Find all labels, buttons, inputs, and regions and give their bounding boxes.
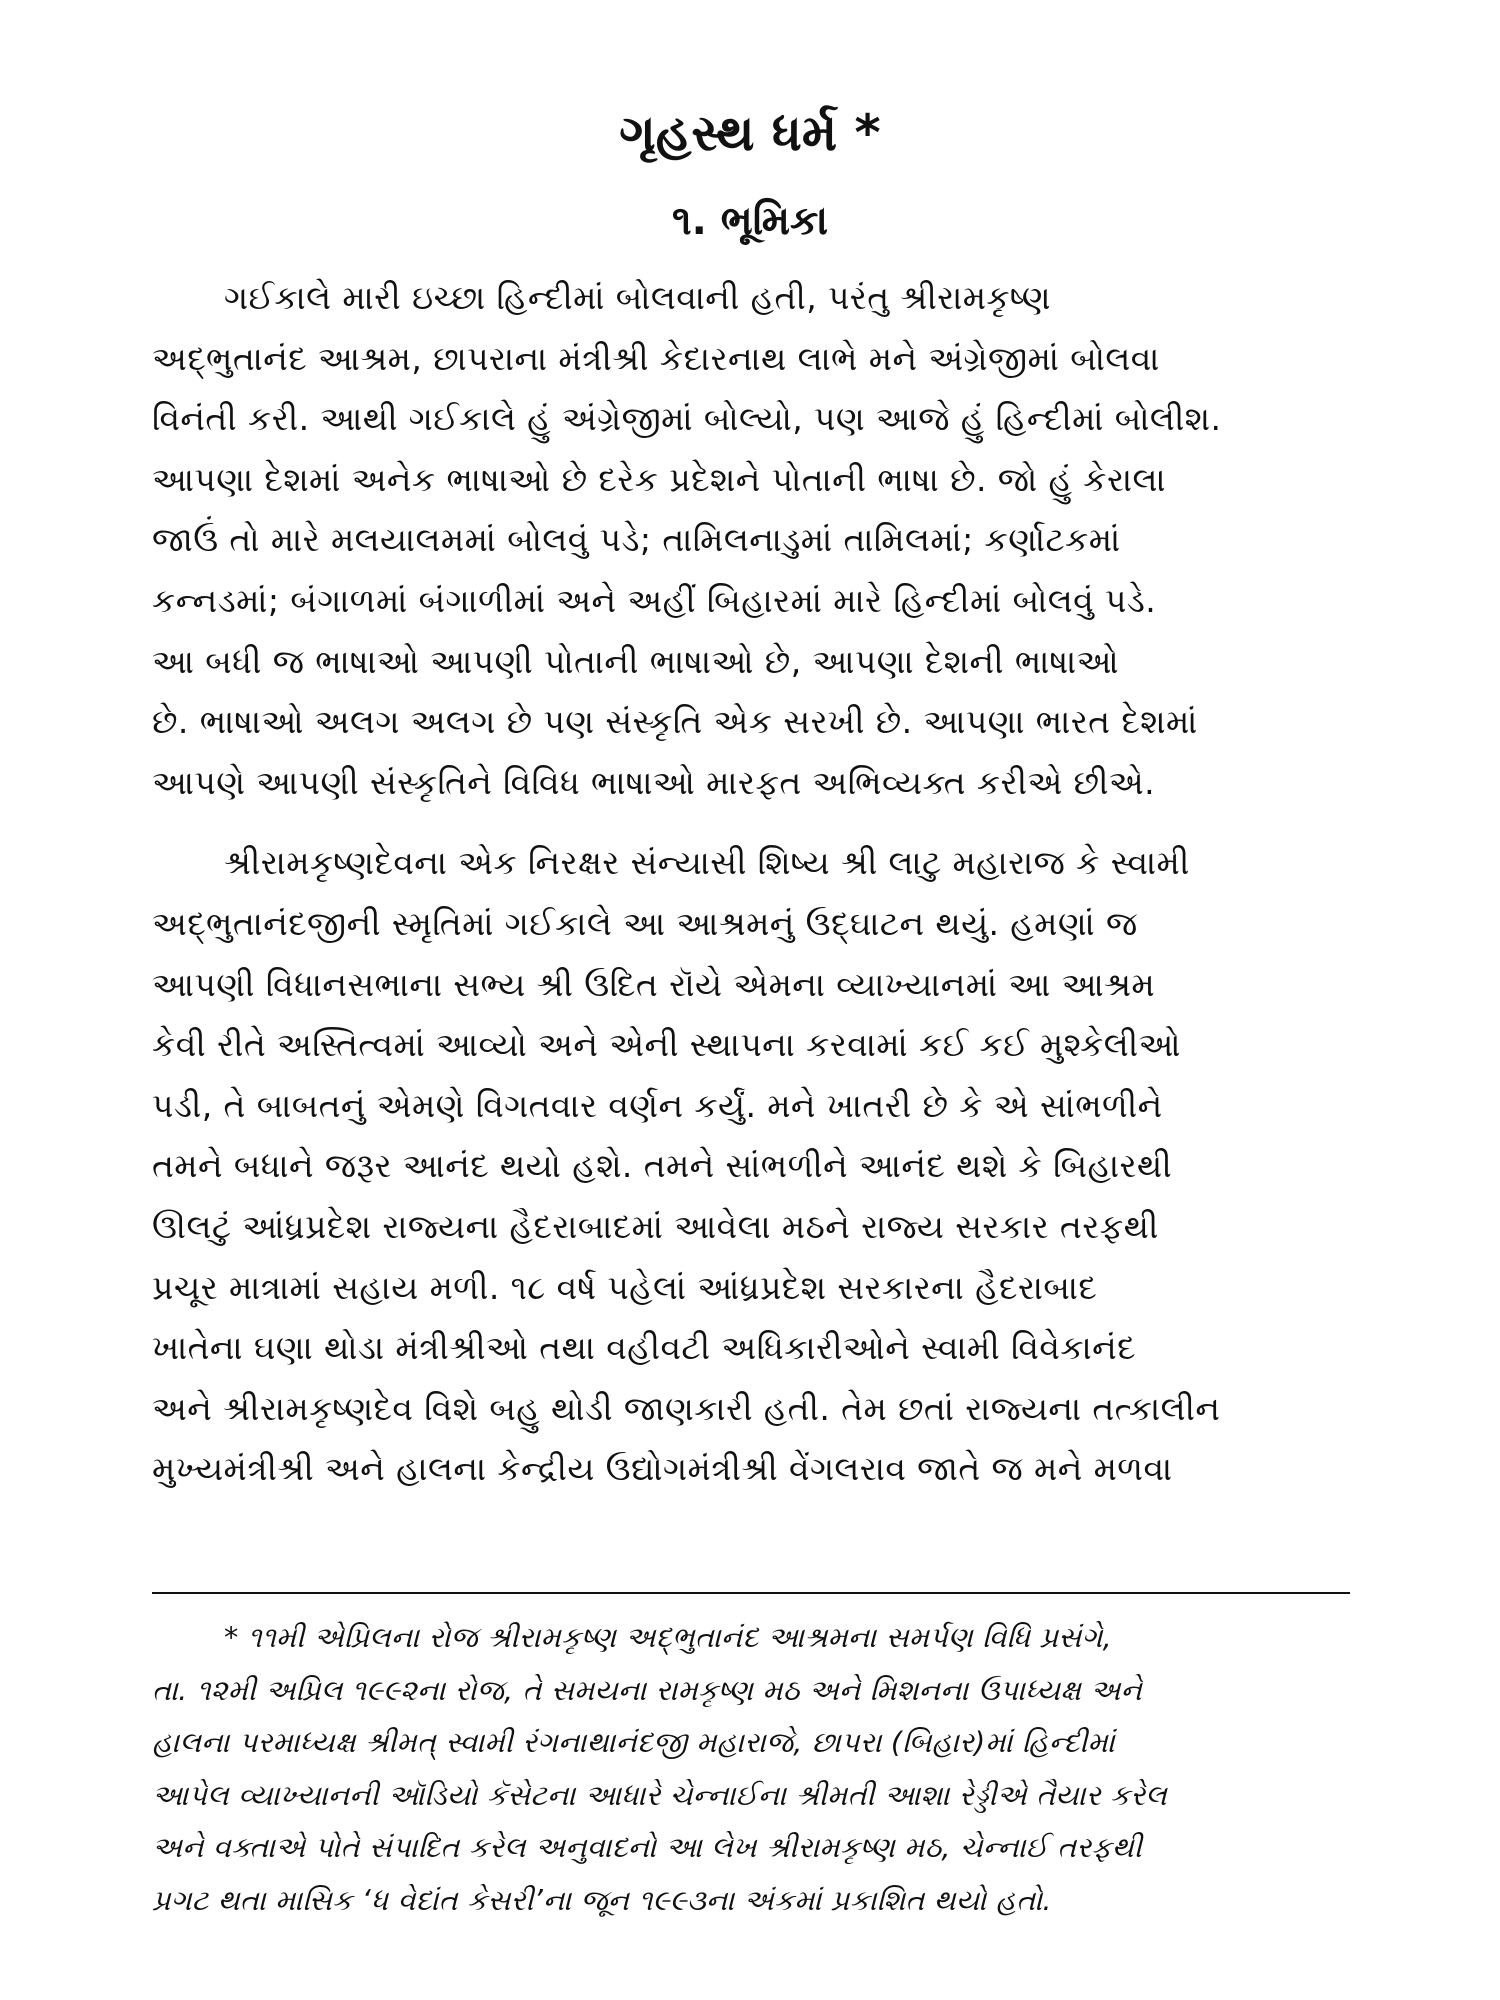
text-line: શ્રીરામકૃષ્ણદેવના એક નિરક્ષર સંન્યાસી શિષ્ય શ્રી લાટુ મહારાજ કે સ્વામી [224, 843, 1190, 883]
text-line: અદ્‌ભુતાનંદ આશ્રમ, છાપરાના મંત્રીશ્રી કેદારનાથ લાભે મને અંગ્રેજીમાં બોલવા [152, 338, 1160, 378]
text-line: અને શ્રીરામકૃષ્ણદેવ વિશે બહુ થોડી જાણકારી હતી. તેમ છતાં રાજ્યના તત્કાલીન [152, 1388, 1221, 1428]
text-line: કન્નડમાં; બંગાળમાં બંગાળીમાં અને અહીં બિહારમાં મારે હિન્દીમાં બોલવું પડે. [152, 580, 1157, 620]
paragraph-spacer [152, 813, 1352, 833]
body-text [152, 268, 1352, 1500]
text-line: છે. ભાષાઓ અલગ અલગ છે પણ સંસ્કૃતિ એક સરખી છે. આપણા ભારત દેશમાં [152, 702, 1198, 742]
section-heading: ૧. ભૂમિકા [671, 198, 829, 244]
text-line: આપણા દેશમાં અનેક ભાષાઓ છે દરેક પ્રદેશને પોતાની ભાષા છે. જો હું કેરાલા [152, 459, 1166, 499]
text-line: ગઈકાલે મારી ઇચ્છા હિન્દીમાં બોલવાની હતી, પરંતુ શ્રીરામકૃષ્ણ [224, 278, 1051, 317]
text-line: ઊલટું આંધ્રપ્રદેશ રાજ્યના હૈદરાબાદમાં આવેલા મઠને રાજ્ય સરકાર તરફથી [152, 1206, 1159, 1246]
text-line: પડી, તે બાબતનું એમણે વિગતવાર વર્ણન કર્યું. મને ખાતરી છે કે એ સાંભળીને [152, 1085, 1163, 1125]
paragraph-2 [152, 833, 1352, 1500]
text-line: આપણી વિધાનસભાના સભ્ય શ્રી ઉદિત રૉયે એમના વ્યાખ્યાનમાં આ આશ્રમ [152, 964, 1156, 1004]
text-line: આપણે આપણી સંસ્કૃતિને વિવિધ ભાષાઓ મારફત અભિવ્યક્ત કરીએ છીએ. [152, 762, 1155, 802]
page-title: ગૃહસ્થ ધર્મ * [619, 104, 881, 162]
paragraph-1 [152, 268, 1352, 813]
footnote-line: આપેલ વ્યાખ્યાનની ઑડિયો કૅસેટના આધારે ચેન્નાઈના શ્રીમતી આશા રેડ્ડીએ તૈયાર કરેલ [152, 1778, 1168, 1812]
text-line: તમને બધાને જરૂર આનંદ થયો હશે. તમને સાંભળીને આનંદ થશે કે બિહારથી [152, 1146, 1173, 1186]
text-line: વિનંતી કરી. આથી ગઈકાલે હું અંગ્રેજીમાં બોલ્યો, પણ આજે હું હિન્દીમાં બોલીશ. [152, 399, 1222, 439]
footnote-line: * ૧૧મી એપ્રિલના રોજ શ્રીરામકૃષ્ણ અદ્‌ભુતાનંદ આશ્રમના સમર્પણ વિધિ પ્રસંગે, [224, 1621, 1112, 1654]
text-line: મુખ્યમંત્રીશ્રી અને હાલના કેન્દ્રીય ઉદ્યોગમંત્રીશ્રી વેંગલરાવ જાતે જ મને મળવા [152, 1449, 1173, 1489]
footnote [152, 1612, 1352, 1927]
text-line: અદ્‌ભુતાનંદજીની સ્મૃતિમાં ગઈકાલે આ આશ્રમનું ઉદ્‌ઘાટન થયું. હમણાં જ [152, 903, 1138, 943]
footnote-line: હાલના પરમાધ્યક્ષ શ્રીમત્‌ સ્વામી રંગનાથાનંદજી મહારાજે, છાપરા (બિહાર)માં હિન્દીમાં [152, 1726, 1115, 1759]
footnote-line: પ્રગટ થતા માસિક ‘ધ વેદાંત કેસરી’ના જૂન ૧૯૯૩ના અંકમાં પ્રકાશિત થયો હતો. [152, 1883, 1052, 1917]
text-line: ખાતેના ઘણા થોડા મંત્રીશ્રીઓ તથા વહીવટી અધિકારીઓને સ્વામી વિવેકાનંદ [152, 1328, 1136, 1368]
text-line: જાઉં તો મારે મલયાલમમાં બોલવું પડે; તામિલનાડુમાં તામિલમાં; કર્ણાટકમાં [152, 520, 1121, 560]
footnote-divider [152, 1592, 1350, 1594]
footnote-line: તા. ૧૨મી અપ્રિલ ૧૯૯૨ના રોજ, તે સમયના રામકૃષ્ણ મઠ અને મિશનના ઉપાધ્યક્ષ અને [152, 1673, 1143, 1707]
text-line: કેવી રીતે અસ્તિત્વમાં આવ્યો અને એની સ્થાપના કરવામાં કઈ કઈ મુશ્કેલીઓ [152, 1025, 1181, 1065]
footnote-line: અને વક્તાએ પોતે સંપાદિત કરેલ અનુવાદનો આ લેખ શ્રીરામકૃષ્ણ મઠ, ચેન્નાઈ તરફથી [152, 1831, 1143, 1864]
text-line: પ્રચૂર માત્રામાં સહાય મળી. ૧૮ વર્ષ પહેલાં આંધ્રપ્રદેશ સરકારના હૈદરાબાદ [152, 1267, 1098, 1307]
text-line: આ બધી જ ભાષાઓ આપણી પોતાની ભાષાઓ છે, આપણા દેશની ભાષાઓ [152, 641, 1120, 681]
